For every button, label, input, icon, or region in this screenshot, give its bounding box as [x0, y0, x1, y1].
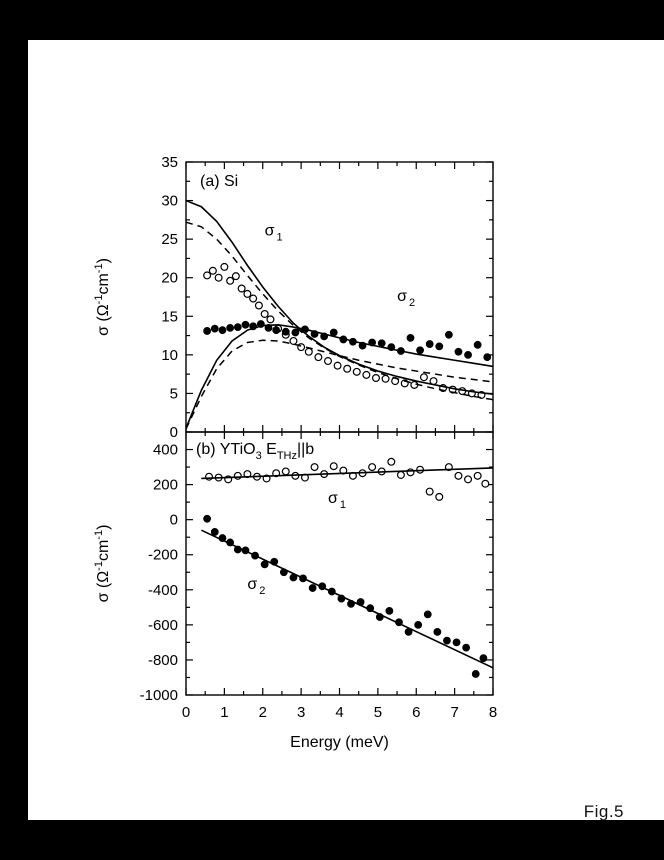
data-point-filled	[455, 348, 462, 355]
data-point-open	[315, 354, 322, 361]
y-tick-label: 0	[169, 511, 178, 529]
data-point-filled	[204, 515, 211, 522]
close: )	[95, 524, 112, 530]
data-point-filled	[330, 329, 337, 336]
data-point-filled	[426, 341, 433, 348]
y-tick-label: -1000	[139, 687, 178, 704]
close: )	[95, 258, 112, 264]
figure-svg	[28, 40, 664, 820]
y-tick-label: -600	[147, 616, 178, 634]
exp2: -1	[93, 529, 105, 540]
data-point-filled	[444, 637, 451, 644]
data-point-open	[455, 472, 462, 479]
data-point-open	[244, 291, 251, 298]
exp1: -1	[93, 294, 105, 305]
data-point-open	[227, 277, 234, 284]
data-point-filled	[415, 621, 422, 628]
data-point-open	[330, 463, 337, 470]
data-point-filled	[436, 343, 443, 350]
data-point-filled	[234, 324, 241, 331]
data-point-open	[267, 316, 274, 323]
data-point-filled	[242, 321, 249, 328]
data-point-open	[369, 464, 376, 471]
data-point-open	[398, 472, 405, 479]
data-point-filled	[292, 329, 299, 336]
panel-b-title-field: E	[261, 441, 277, 458]
curve-dashed	[186, 222, 493, 399]
data-point-open	[344, 365, 351, 372]
data-point-open	[282, 468, 289, 475]
panel-a	[161, 154, 493, 441]
data-point-filled	[484, 354, 491, 361]
series-annotation-sub: 2	[259, 584, 266, 597]
x-tick-label: 2	[258, 704, 267, 721]
ylabel-panel-a-text: σ $(\Omega^{-1}cm^{-1})$	[93, 258, 112, 336]
series-annotation-sub: 1	[339, 499, 346, 512]
data-point-open	[465, 476, 472, 483]
data-point-open	[382, 375, 389, 382]
x-tick-label: 4	[335, 704, 344, 721]
y-tick-label: 15	[161, 308, 178, 326]
data-point-filled	[211, 529, 218, 536]
data-point-filled	[219, 327, 226, 334]
y-tick-label: 200	[152, 476, 178, 494]
data-point-open	[474, 472, 481, 479]
x-tick-label: 6	[412, 704, 421, 721]
panel-b-title-sub-compound: 3	[255, 450, 262, 462]
data-point-open	[221, 264, 228, 271]
data-point-filled	[309, 585, 316, 592]
ylabel-panel-a	[93, 258, 112, 336]
y-tick-label: 30	[161, 192, 178, 210]
xlabel-energy: Energy (meV)	[290, 734, 389, 751]
figure-paper	[28, 40, 664, 820]
y-tick-label: 400	[152, 441, 178, 459]
data-point-open	[261, 311, 268, 318]
panel-b-title-sub-field: THz	[276, 450, 297, 462]
x-tick-label: 1	[220, 704, 229, 721]
series-annotation: σ $_2$	[247, 575, 266, 597]
data-point-filled	[386, 607, 393, 614]
data-point-open	[334, 362, 341, 369]
data-point-open	[426, 488, 433, 495]
curve-solid	[201, 530, 493, 668]
x-tick-label: 5	[373, 704, 383, 721]
ylabel-panel-b	[93, 525, 112, 603]
exp2: -1	[93, 263, 105, 274]
series-annotation: σ $_2$	[397, 287, 416, 309]
data-point-filled	[417, 347, 424, 354]
cm: cm	[95, 273, 112, 295]
data-point-open	[373, 375, 380, 382]
x-tick-label: 8	[488, 704, 498, 721]
y-tick-label: 35	[161, 154, 178, 171]
data-point-filled	[424, 611, 431, 618]
data-point-open	[290, 338, 297, 345]
series-annotation-sub: 2	[408, 296, 416, 309]
data-point-filled	[472, 671, 479, 678]
data-point-open	[305, 348, 312, 355]
data-point-open	[353, 368, 360, 375]
panel-b-title: (b) YTiO$_3$ $E_{THz}||b$	[196, 441, 315, 462]
data-point-filled	[407, 334, 414, 341]
data-point-open	[250, 295, 257, 302]
data-point-open	[407, 469, 414, 476]
data-point-filled	[453, 639, 460, 646]
data-point-open	[421, 374, 428, 381]
series-annotation-sub: 1	[276, 231, 283, 244]
data-point-open	[209, 267, 216, 274]
data-point-filled	[445, 331, 452, 338]
data-point-filled	[227, 324, 234, 331]
x-tick-label: 0	[181, 704, 191, 721]
curve-dashed	[186, 340, 493, 429]
data-point-open	[206, 473, 213, 480]
panel-b	[140, 432, 498, 721]
data-point-open	[436, 493, 443, 500]
data-point-filled	[434, 628, 441, 635]
data-point-open	[363, 372, 370, 379]
x-tick-label: 3	[296, 704, 306, 721]
figure-caption: Fig.5	[583, 802, 624, 821]
y-tick-label: 25	[161, 231, 178, 249]
data-point-open	[215, 274, 222, 281]
y-tick-label: 10	[161, 346, 178, 364]
data-point-filled	[465, 351, 472, 358]
data-point-filled	[282, 328, 289, 335]
panel-b-title-orient: ||b	[296, 441, 315, 458]
data-point-open	[234, 472, 241, 479]
ylabel-panel-b-text: σ $(\Omega^{-1}cm^{-1})$	[93, 524, 112, 603]
data-point-open	[238, 285, 245, 292]
series-annotation: σ $_1$	[264, 222, 283, 244]
y-tick-label: -800	[147, 651, 178, 669]
y-tick-label: 20	[161, 269, 178, 287]
y-tick-label: -200	[147, 546, 178, 564]
data-point-filled	[480, 655, 487, 662]
data-point-open	[311, 464, 318, 471]
panel-frame-a	[186, 162, 493, 432]
panel-a-title: (a) Si	[200, 173, 239, 190]
data-point-filled	[204, 328, 211, 335]
data-point-open	[256, 302, 263, 309]
data-point-filled	[273, 327, 280, 334]
data-point-filled	[378, 340, 385, 347]
y-tick-label: 0	[169, 424, 178, 441]
data-point-open	[325, 358, 332, 365]
exp1: -1	[93, 561, 105, 571]
cm: cm	[95, 539, 112, 562]
data-point-filled	[211, 325, 218, 332]
y-tick-label: 5	[169, 385, 178, 403]
x-tick-label: 7	[450, 704, 459, 721]
data-point-filled	[463, 644, 470, 651]
data-point-filled	[474, 341, 481, 348]
data-point-open	[204, 272, 211, 279]
data-point-open	[232, 273, 239, 280]
data-point-open	[482, 480, 489, 487]
series-annotation: σ $_1$	[327, 490, 346, 512]
y-tick-label: -400	[147, 581, 178, 599]
data-point-open	[388, 458, 395, 465]
